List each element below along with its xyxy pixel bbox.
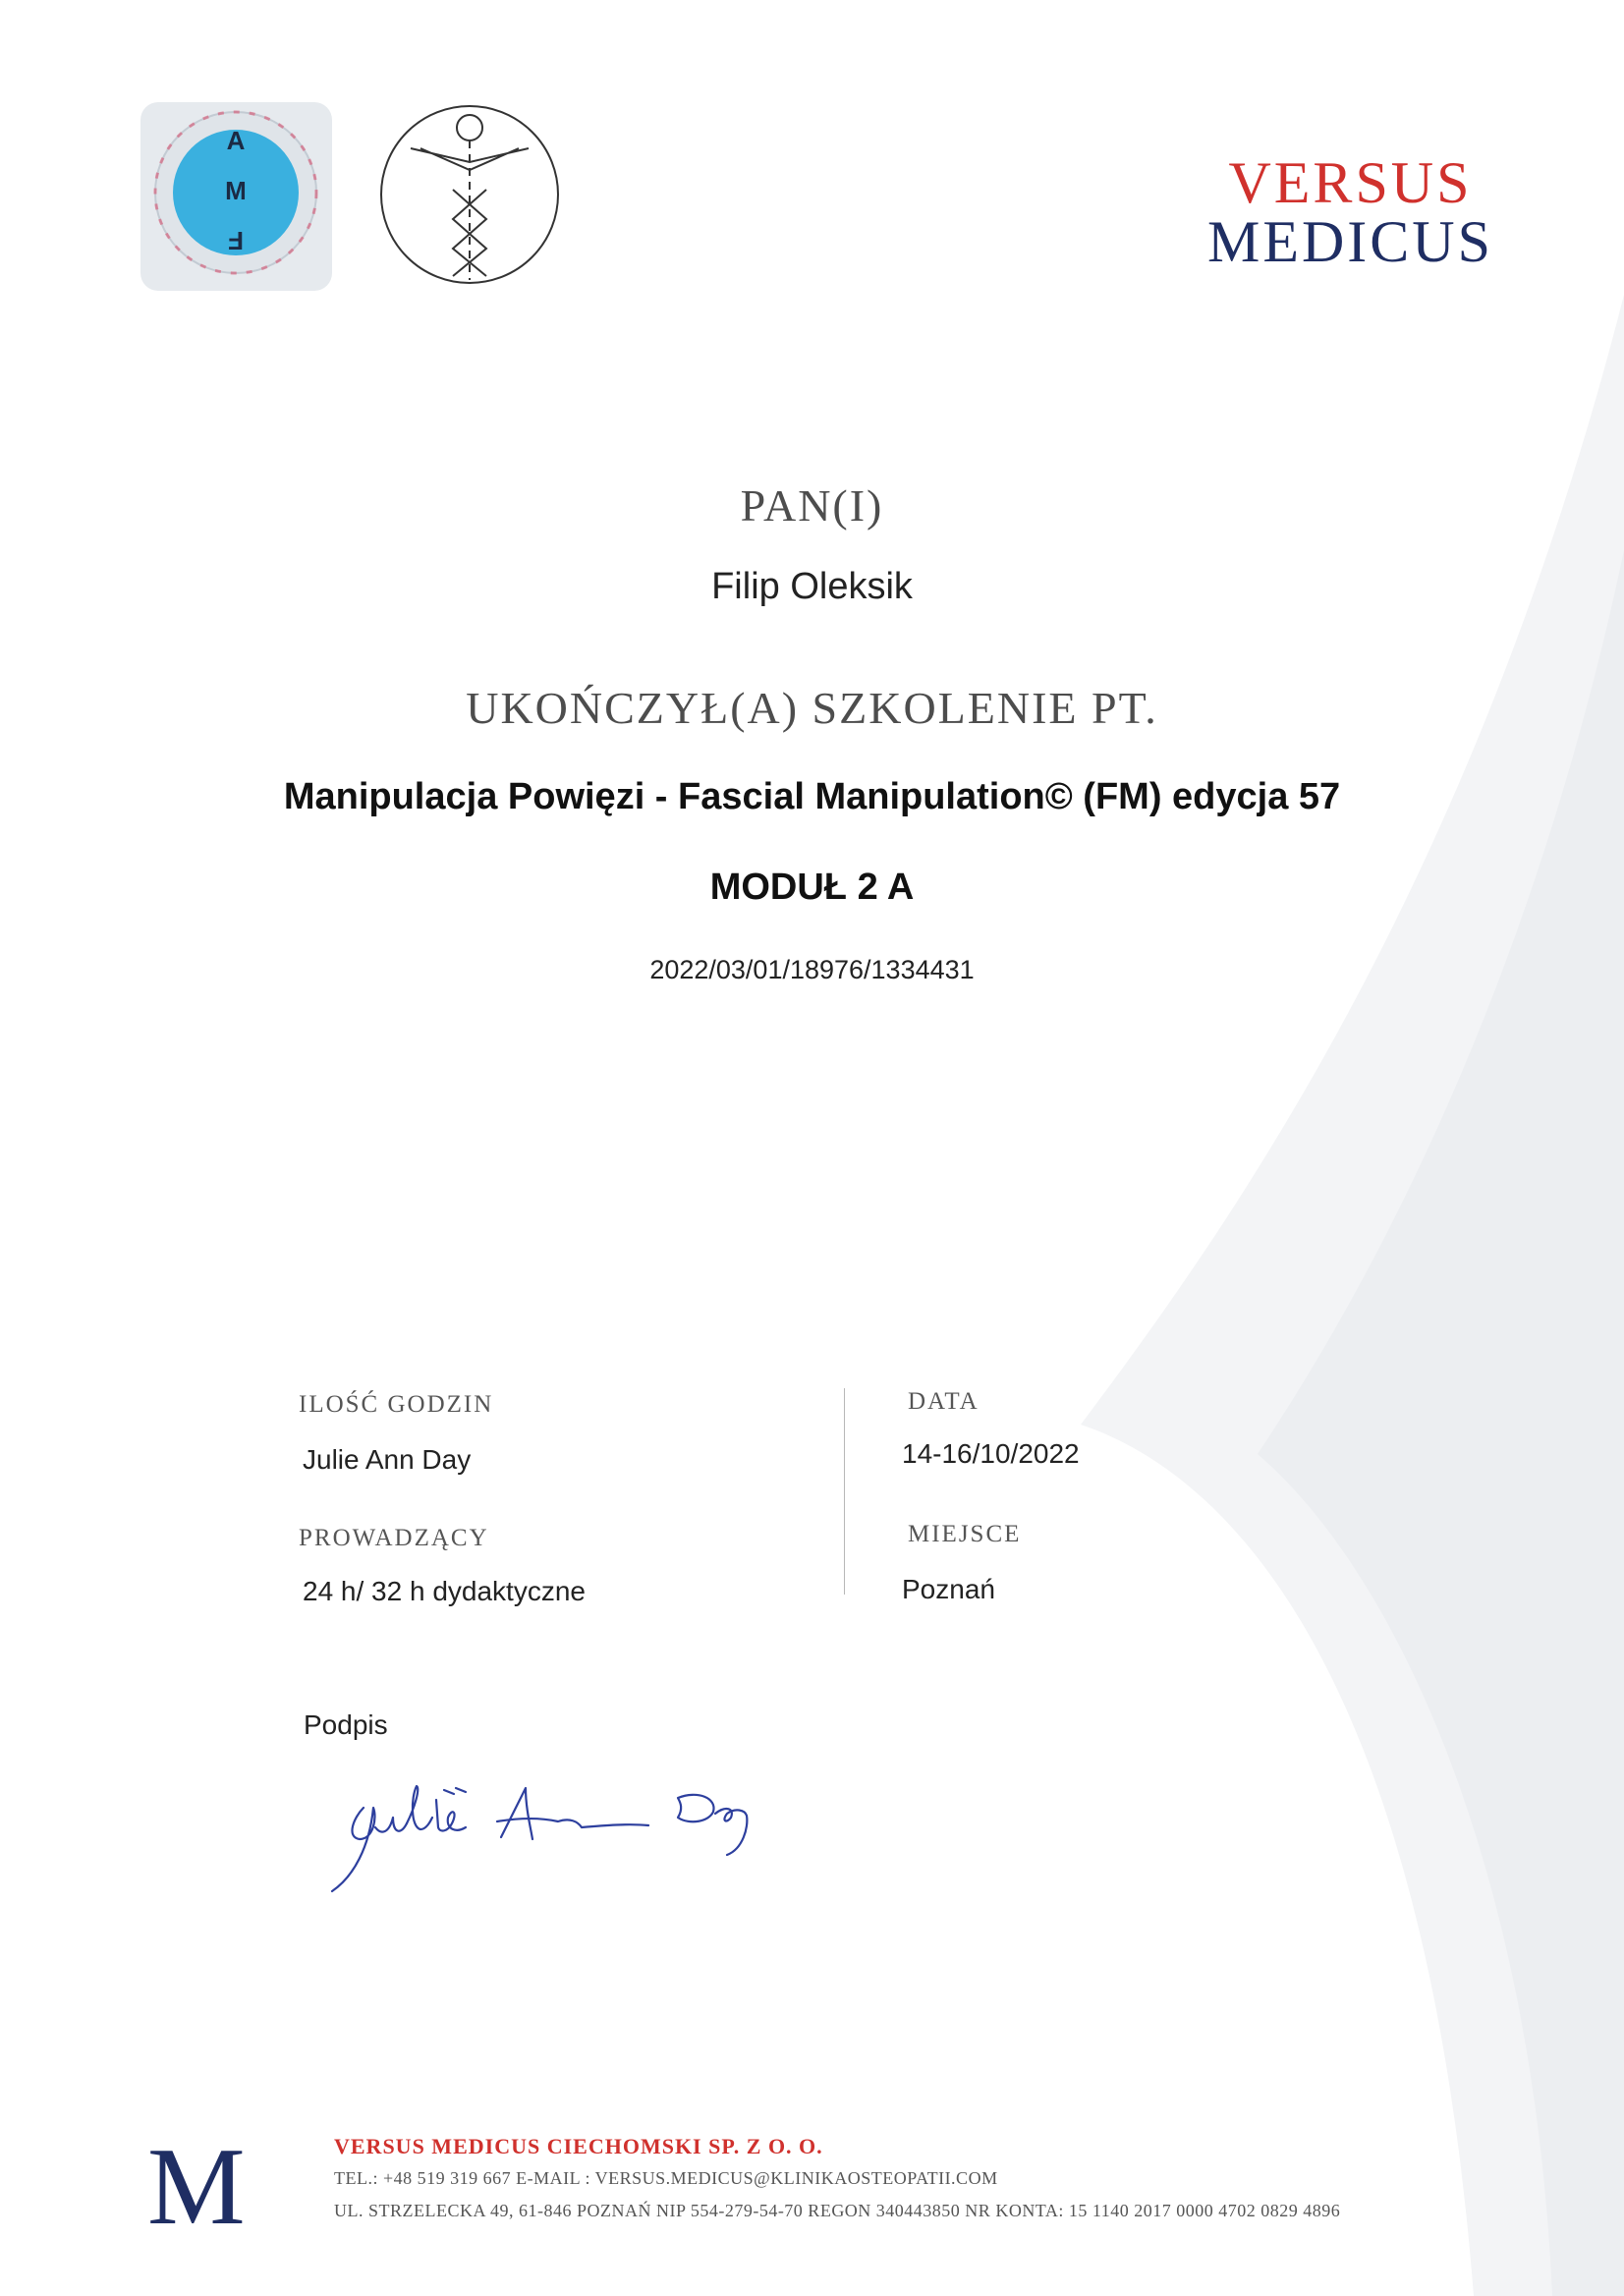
honorific: PAN(I): [740, 480, 884, 531]
versus-medicus-logo: [1206, 150, 1493, 274]
instructor-value: 24 h/ 32 h dydaktyczne: [303, 1576, 586, 1606]
completed-heading: UKOŃCZYŁ(A) SZKOLENIE PT.: [466, 683, 1158, 733]
course-title: Manipulacja Powięzi - Fascial Manipulation© (FM) edycja 57: [283, 776, 1341, 817]
date-value: 14-16/10/2022: [902, 1438, 1080, 1469]
amf-letter-a: A: [226, 126, 246, 155]
recipient-name: Filip Oleksik: [711, 566, 913, 607]
hours-label: ILOŚĆ GODZIN: [299, 1391, 494, 1418]
place-value: Poznań: [902, 1574, 995, 1604]
instructor-label: PROWADZĄCY: [299, 1525, 489, 1551]
footer-logo-m: M: [147, 2126, 246, 2248]
signature-label: Podpis: [304, 1709, 388, 1740]
handwritten-signature: [324, 1778, 776, 1896]
date-label: DATA: [908, 1388, 980, 1415]
place-label: MIEJSCE: [908, 1521, 1022, 1547]
brand-line-2: MEDICUS: [1206, 209, 1493, 274]
amf-letter-m: M: [225, 176, 247, 205]
footer-contact: TEL.: +48 519 319 667 E-MAIL : VERSUS.MEDICUS@KLINIKAOSTEOPATII.COM: [334, 2168, 998, 2188]
amf-letter-f: F: [228, 226, 244, 255]
footer-address: UL. STRZELECKA 49, 61-846 POZNAŃ NIP 554-279-54-70 REGON 340443850 NR KONTA: 15 1140 2017 0000 4702 0829 4896: [334, 2201, 1341, 2220]
brand-line-1: VERSUS: [1228, 150, 1473, 215]
amf-logo: [140, 102, 332, 291]
module-title: MODUŁ 2 A: [709, 867, 915, 908]
certificate-number: 2022/03/01/18976/1334431: [649, 955, 975, 984]
fascial-manipulation-symbol: [376, 101, 563, 288]
details-divider: [844, 1388, 845, 1595]
footer-company-name: VERSUS MEDICUS CIECHOMSKI SP. Z O. O.: [334, 2134, 823, 2158]
hours-value: Julie Ann Day: [303, 1444, 472, 1475]
